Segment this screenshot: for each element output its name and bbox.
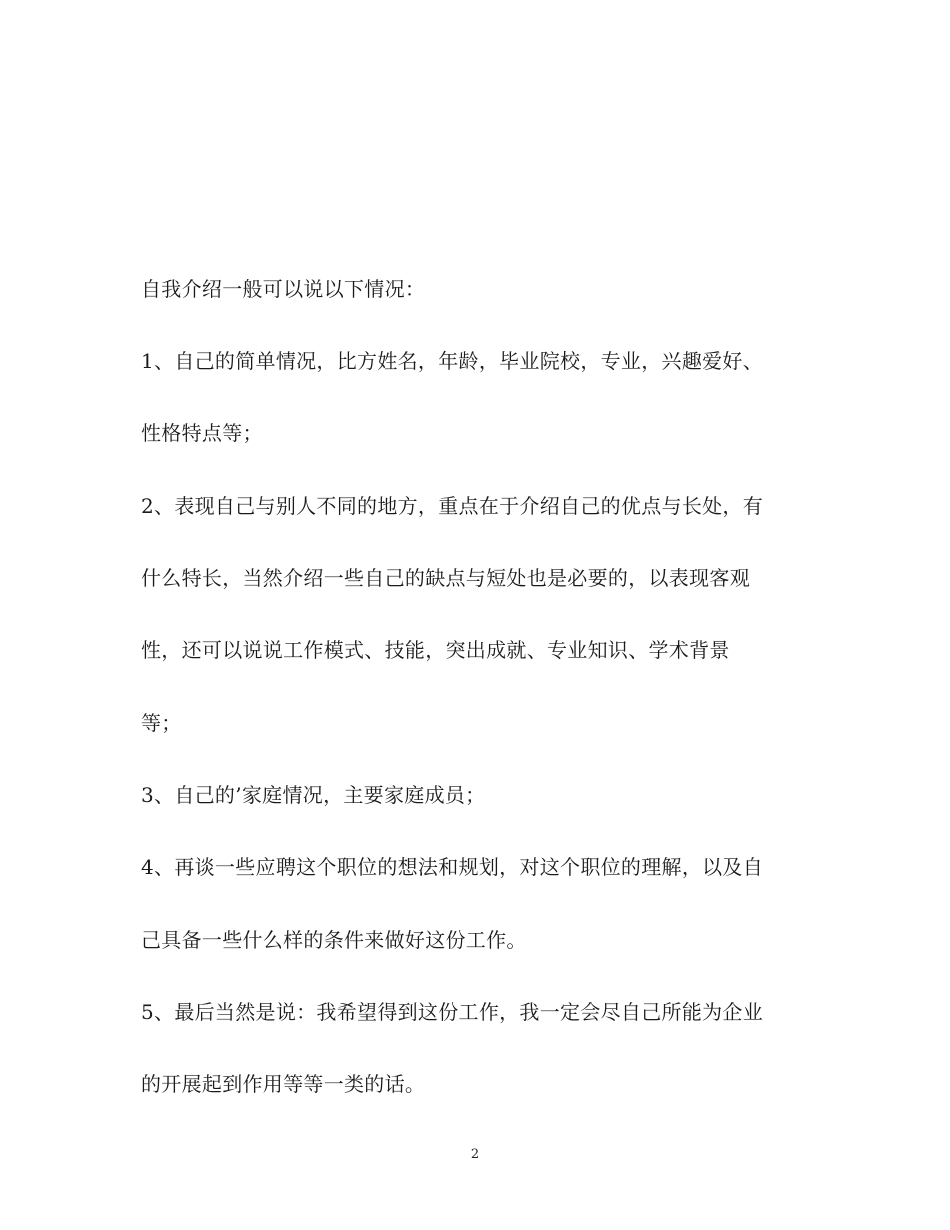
item-2-line-4: 等； (141, 711, 182, 735)
item-4-line-2: 己具备一些什么样的条件来做好这份工作。 (141, 928, 527, 952)
item-1-line-1: 1、自己的简单情况，比方姓名，年龄，毕业院校，专业，兴趣爱好、 (141, 349, 764, 373)
item-2-line-2: 什么特长，当然介绍一些自己的缺点与短处也是必要的，以表现客观 (141, 566, 750, 590)
item-5-line-2: 的开展起到作用等等一类的话。 (141, 1072, 426, 1096)
item-3-line-1: 3、自己的’家庭情况，主要家庭成员； (141, 783, 486, 807)
item-2-line-3: 性，还可以说说工作模式、技能，突出成就、专业知识、学术背景 (141, 638, 730, 662)
item-2-line-1: 2、表现自己与别人不同的地方，重点在于介绍自己的优点与长处，有 (141, 494, 764, 518)
item-4-line-1: 4、再谈一些应聘这个职位的想法和规划，对这个职位的理解，以及自 (141, 855, 764, 879)
page-number: 2 (470, 1147, 480, 1162)
item-1-line-2: 性格特点等； (141, 421, 263, 445)
item-5-line-1: 5、最后当然是说：我希望得到这份工作，我一定会尽自己所能为企业 (141, 1000, 764, 1024)
intro-heading-line: 自我介绍一般可以说以下情况： (141, 277, 426, 301)
